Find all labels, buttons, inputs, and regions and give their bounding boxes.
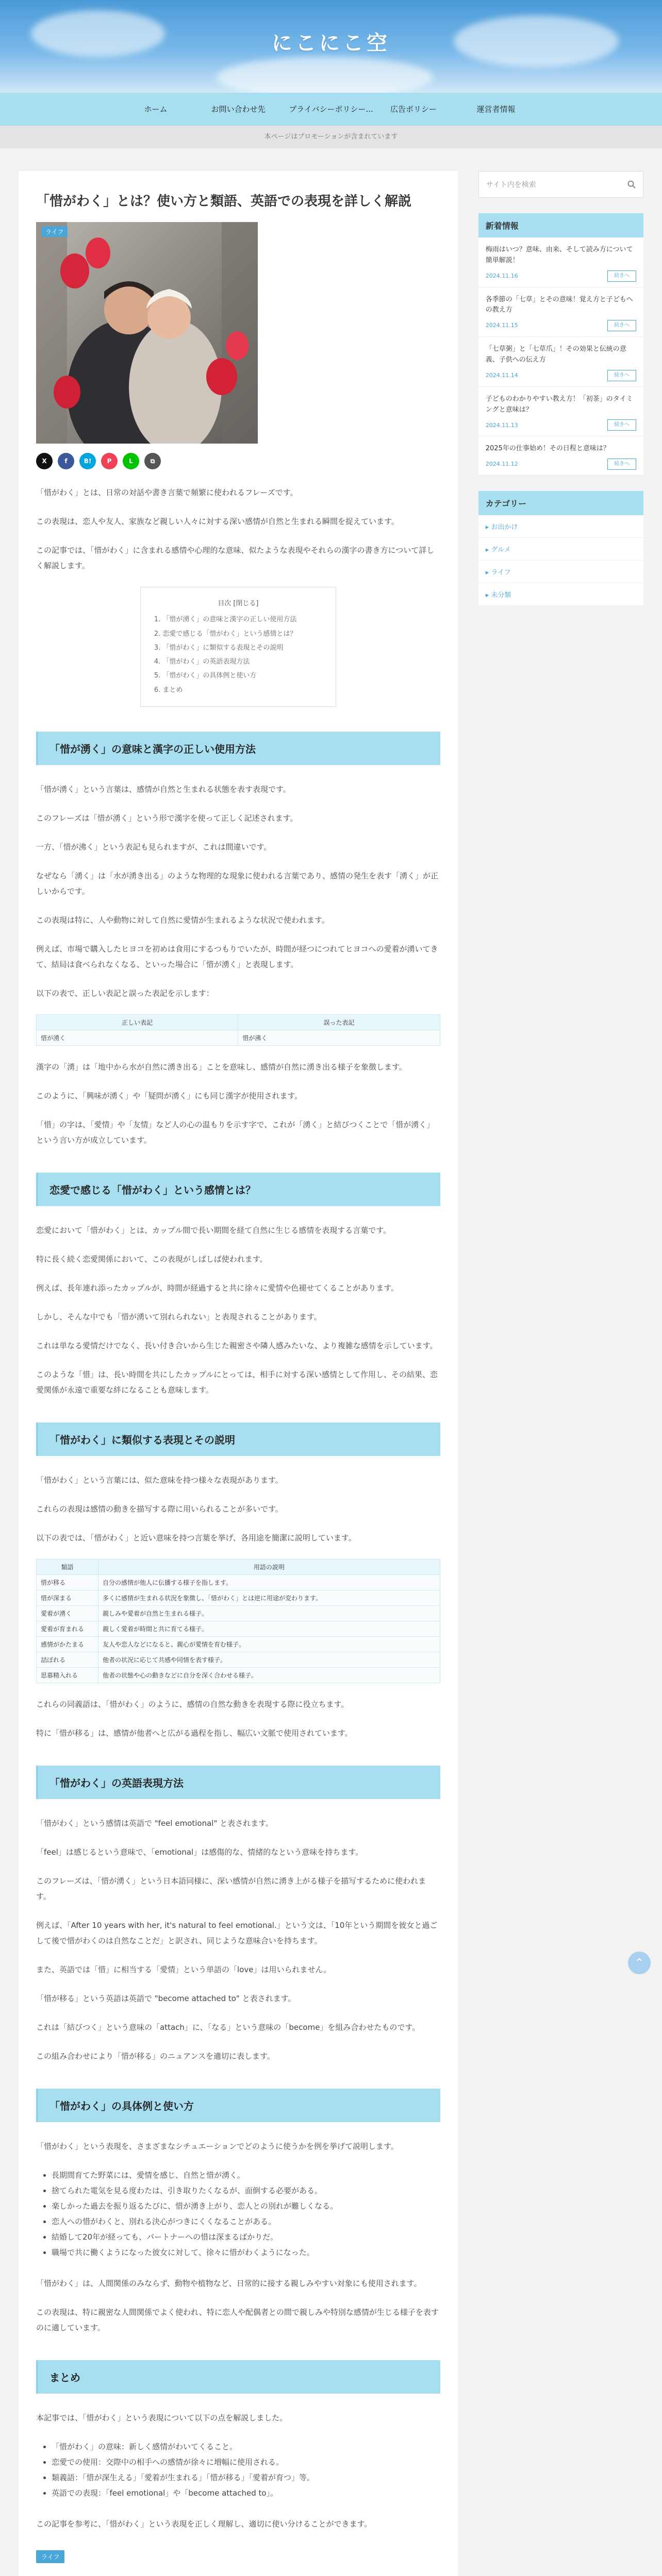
post-date: 2024.11.14 <box>485 371 518 379</box>
category-label[interactable]: グルメ <box>491 546 511 554</box>
paragraph: これは単なる愛情だけでなく、長い付き合いから生じた親密さや隣人感みたいな、より複雑な感情を示しています。 <box>36 1341 438 1351</box>
list-item: • 恋愛での使用：交際中の相手への感情が徐々に増幅に使用される。 <box>52 2454 440 2470</box>
recent-post[interactable] <box>478 436 643 476</box>
nav-contact[interactable]: お問い合わせ先 <box>211 105 266 114</box>
read-more-button[interactable]: 続きへ <box>607 270 636 282</box>
eyecatch-image <box>36 222 258 444</box>
table-cell: 愛着が育まれる <box>37 1621 98 1637</box>
paragraph: 例えば、市場で購入したヒヨコを初めは食用にするつもりでいたが、時間が経つにつれてヒヨコへの愛着が湧いてきて、結局は食べられなくなる、といった場合に「惜が湧く」と表現します。 <box>36 944 438 970</box>
paragraph: これらの同義語は、「惜がわく」のように、感情の自然な動きを表現する際に役立ちます。 <box>36 1700 349 1709</box>
table-cell: 多くに感情が生まれる状況を象徴し、「惜がわく」とは逆に用途が変わります。 <box>98 1590 440 1606</box>
list-item: • 恋人への惜がわくと、別れる決心がつきにくくなることがある。 <box>52 2214 440 2229</box>
paragraph: このような「惜」は、長い時間を共にしたカップルにとっては、相手に対する深い感情として作用し、その結果、恋愛関係が永遠で重要な絆になることも意味します。 <box>36 1370 438 1395</box>
list-item: • 職場で共に働くようになった彼女に対して、徐々に惜がわくようになった。 <box>52 2245 440 2260</box>
table-cell: 愛着が湧く <box>37 1606 98 1621</box>
table-cell: 思慕精入れる <box>37 1668 98 1683</box>
section-heading: まとめ <box>36 2360 440 2394</box>
paragraph: 例えば、長年連れ添ったカップルが、時間が経過すると共に徐々に愛情や色褪せてくることがあります。 <box>36 1283 399 1293</box>
list-item: • 類義語：「惜が深生える」「愛着が生まれる」「惜が移る」「愛着が育つ」等。 <box>52 2470 440 2485</box>
category-widget <box>478 491 643 606</box>
table-cell: 詰ぼれる <box>37 1652 98 1668</box>
paragraph: なぜなら「湧く」は「水が湧き出る」のような物理的な現象に使われる言葉であり、感情の発生を表す「湧く」が正しいからです。 <box>36 871 439 896</box>
paragraph: このフレーズは、「惜が湧く」という日本語同様に、深い感情が自然に湧き上がる様子を描写するために使われます。 <box>36 1876 426 1902</box>
post-date: 2024.11.15 <box>485 322 518 329</box>
toc-item[interactable]: 4. 「惜がわく」の英語表現方法 <box>154 658 250 666</box>
paragraph: 「惜がわく」という表現を、さまざまなシチュエーションでどのように使うかを例を挙げて説明します。 <box>36 2142 399 2151</box>
promotion-notice: 本ページはプロモーションが含まれています <box>0 126 662 148</box>
table-cell: 親しく愛着が時間と共に育てる様子。 <box>98 1621 440 1637</box>
table-row <box>37 1621 440 1637</box>
category-tag[interactable]: ライフ <box>36 2550 64 2563</box>
toc-item[interactable]: 3. 「惜がわく」に類似する表現とその説明 <box>154 643 284 652</box>
read-more-button[interactable]: 続きへ <box>607 320 636 331</box>
post-title[interactable]: 子どものわかりやすい教え方！「初茶」のタイミングと意味は？ <box>485 395 633 414</box>
read-more-button[interactable]: 続きへ <box>607 459 636 470</box>
category-label[interactable]: ライフ <box>491 569 511 577</box>
toc-item[interactable]: 1. 「惜が湧く」の意味と漢字の正しい使用方法 <box>154 616 297 624</box>
paragraph: 以下の表では、「惜がわく」と近い意味を持つ言葉を挙げ、各用途を簡潔に説明しています。 <box>36 1533 356 1543</box>
table-cell: 惜が移る <box>37 1575 98 1590</box>
list-item: • 捨てられた電気を見る度わたは、引き取りたくなるが、面倒する必要がある。 <box>52 2183 440 2198</box>
search-icon[interactable] <box>627 180 636 189</box>
article <box>19 171 458 2576</box>
couple-photo <box>36 222 258 444</box>
table-cell: 惜が沸く <box>238 1030 440 1046</box>
table-row <box>37 1575 440 1590</box>
table-cell: 惜が深まる <box>37 1590 98 1606</box>
paragraph: このように、「興味が湧く」や「疑問が湧く」にも同じ漢字が使用されます。 <box>36 1091 303 1101</box>
nav-operator[interactable]: 運営者情報 <box>476 105 516 114</box>
paragraph: 恋愛において「惜がわく」とは、カップル間で長い期間を経て自然に生じる感情を表現する言葉です。 <box>36 1226 391 1235</box>
table-cell: 惜が湧く <box>37 1030 238 1046</box>
category-label[interactable]: お出かけ <box>491 523 518 532</box>
paragraph: 「惜」の字は、「愛情」や「友情」など人の心の温もりを示す字で、これが「湧く」と結びつくことで「惜が湧く」という言い方が成立しています。 <box>36 1120 435 1145</box>
list-item: • 結婚して20年が経っても、パートナーへの惜は深まるばかりだ。 <box>52 2229 440 2245</box>
table-row <box>37 1652 440 1668</box>
toc-item[interactable]: 2. 恋愛で感じる「惜がわく」という感情とは？ <box>154 630 297 638</box>
post-title[interactable]: 2025年の仕事始め！その日程と意味は？ <box>485 445 610 453</box>
paragraph: 「惜がわく」は、人間関係のみならず、動物や植物など、日常的に接する親しみやすい対象にも使用されます。 <box>36 2279 422 2289</box>
search-input[interactable]: サイト内を検索 <box>486 181 536 189</box>
category-item[interactable]: ▸ お出かけ <box>478 515 643 538</box>
paragraph: しかし、そんな中でも「惜が湧いて別れられない」と表現されることがあります。 <box>36 1312 322 1322</box>
summary-list <box>52 2439 440 2501</box>
paragraph: 「惜がわく」という言葉には、似た意味を持つ様々な表現があります。 <box>36 1476 283 1485</box>
facebook-share-icon[interactable]: f <box>58 453 74 469</box>
nav-home[interactable]: ホーム <box>144 105 168 114</box>
post-date: 2024.11.12 <box>485 461 518 468</box>
paragraph: 漢字の「湧」は「地中から水が自然に湧き出る」ことを意味し、感情が自然に湧き出る様子を象徴します。 <box>36 1062 407 1072</box>
paragraph: これは「結びつく」という意味の「attach」に、「なる」という意味の「become」を組み合わせたものです。 <box>36 2023 420 2032</box>
nav-privacy[interactable]: プライバシーポリシー... <box>289 105 373 114</box>
toc-item[interactable]: 5. 「惜がわく」の具体例と使い方 <box>154 672 257 680</box>
x-share-icon[interactable]: X <box>36 453 53 469</box>
recent-post[interactable] <box>478 337 643 387</box>
paragraph: 例えば、「After 10 years with her, it's natural to feel emotional.」という文は、「10年という期間を彼女と過ごして後で惜がわくのは自然なことだ」と訳され、同じような意味合いを持ちます。 <box>36 1921 438 1946</box>
post-title[interactable]: 梅雨はいつ？意味、由来、そして読み方について簡単解説！ <box>485 246 633 264</box>
sidebar <box>478 171 643 2576</box>
search-box[interactable] <box>478 171 643 198</box>
section-heading: 恋愛で感じる「惜がわく」という感情とは？ <box>36 1173 440 1206</box>
post-title[interactable]: 各季節の「七草」とその意味！覚え方と子どもへの教え方 <box>485 295 633 314</box>
table-cell: 親しみや愛着が自然と生まれる様子。 <box>98 1606 440 1621</box>
widget-title: カテゴリー <box>478 491 643 515</box>
category-label[interactable]: 未分類 <box>491 591 511 600</box>
table-cell: 友人や恋人などになると、親心が愛情を育む様子。 <box>98 1637 440 1652</box>
hatena-share-icon[interactable]: B! <box>79 453 96 469</box>
post-date: 2024.11.16 <box>485 272 518 279</box>
intro-paragraph: 「惜がわく」とは、日常の対話や書き言葉で頻繁に使われるフレーズです。 <box>36 488 298 497</box>
global-nav <box>0 93 662 126</box>
paragraph: 「惜が移る」という英語は英語で "become attached to" と表されます。 <box>36 1994 296 2004</box>
section-heading: 「惜がわく」の具体例と使い方 <box>36 2089 440 2122</box>
table-header: 用語の説明 <box>98 1560 440 1575</box>
paragraph: 「feel」は感じるという意味で、「emotional」は感傷的な、情緒的なという意味を持ちます。 <box>36 1848 363 1857</box>
paragraph: また、英語では「惜」に相当する「愛情」という単語の「love」は用いられません。 <box>36 1965 332 1975</box>
paragraph: この記事を参考に、「惜がわく」という表現を正しく理解し、適切に使い分けることができます。 <box>36 2519 372 2529</box>
copy-link-icon[interactable]: ⧉ <box>144 453 161 469</box>
paragraph: 特に長く続く恋愛関係において、この表現がしばしば使われます。 <box>36 1255 268 1264</box>
intro-paragraph: この記事では、「惜がわく」に含まれる感情や心理的な意味、似たような表現やそれらの漢字の書き方について詳しく解説します。 <box>36 546 435 570</box>
article-title: 「惜がわく」とは？使い方と類語、英語での表現を詳しく解説 <box>36 194 412 209</box>
section-heading: 「惜がわく」の英語表現方法 <box>36 1766 440 1799</box>
chevron-up-icon: ⌃ <box>634 1956 644 1970</box>
table-row <box>37 1590 440 1606</box>
scroll-to-top-button[interactable] <box>628 1952 651 1974</box>
list-item: • 「惜がわく」の意味：新しく感情がわいてくること。 <box>52 2439 440 2454</box>
paragraph: この表現は、特に親密な人間関係でよく使われ、特に恋人や配偶者との間で親しみや特別な感情が生じる様子を表すのに適しています。 <box>36 2308 439 2333</box>
example-list <box>52 2167 440 2260</box>
table-cell: 自分の感情が他人に伝播する様子を指します。 <box>98 1575 440 1590</box>
pocket-share-icon[interactable]: P <box>101 453 118 469</box>
table-header: 正しい表記 <box>37 1015 238 1030</box>
section-heading: 「惜が湧く」の意味と漢字の正しい使用方法 <box>36 732 440 765</box>
paragraph: 特に「惜が移る」は、感情が他者へと広がる過程を指し、幅広い文脈で使用されています。 <box>36 1728 353 1738</box>
recent-post[interactable] <box>478 387 643 437</box>
table-cell: 他者の状況に応じて共感や同情を表す様子。 <box>98 1652 440 1668</box>
cloud-decoration <box>217 57 433 93</box>
toc-item[interactable]: 6. まとめ <box>154 686 183 694</box>
line-share-icon[interactable]: L <box>123 453 139 469</box>
recent-posts-widget <box>478 213 643 476</box>
post-date: 2024.11.13 <box>485 421 518 429</box>
table-row <box>37 1606 440 1621</box>
post-title[interactable]: 「七草粥」と「七草爪」！その効果と伝統の意義、子供への伝え方 <box>485 345 626 364</box>
list-item: • 英語での表現：「feel emotional」や「become attached to」。 <box>52 2485 440 2501</box>
intro-paragraph: この表現は、恋人や友人、家族など親しい人々に対する深い感情が自然と生まれる瞬間を捉えています。 <box>36 517 399 526</box>
section-heading: 「惜がわく」に類似する表現とその説明 <box>36 1422 440 1456</box>
table-header: 類語 <box>37 1560 98 1575</box>
paragraph: この表現は特に、人や動物に対して自然に愛情が生まれるような状況で使われます。 <box>36 916 329 925</box>
table-cell: 他者の状態や心の動きなどに自分を深く合わせる様子。 <box>98 1668 440 1683</box>
read-more-button[interactable]: 続きへ <box>607 419 636 431</box>
paragraph: 「惜が湧く」という言葉は、感情が自然と生まれる状態を表す表現です。 <box>36 785 291 794</box>
category-item[interactable]: ▸ グルメ <box>478 538 643 561</box>
table-cell: 感情がかたまる <box>37 1637 98 1652</box>
category-item[interactable]: ▸ ライフ <box>478 561 643 583</box>
recent-post[interactable] <box>478 238 643 287</box>
paragraph: このフレーズは「惜が湧く」という形で漢字を使って正しく記述されます。 <box>36 814 298 823</box>
nav-ads-policy[interactable]: 広告ポリシー <box>390 105 437 114</box>
paragraph: 本記事では、「惜がわく」という表現について以下の点を解説しました。 <box>36 2413 288 2423</box>
paragraph: 以下の表で、正しい表記と誤った表記を示します： <box>36 989 214 998</box>
recent-post[interactable] <box>478 287 643 337</box>
list-item: • 長期間育てた野菜には、愛情を感じ、自然と惜が湧く。 <box>52 2167 440 2183</box>
table-row <box>37 1668 440 1683</box>
table-row <box>37 1030 440 1046</box>
table-header: 誤った表記 <box>238 1015 440 1030</box>
table-row <box>37 1637 440 1652</box>
paragraph: 一方、「惜が沸く」という表記も見られますが、これは間違いです。 <box>36 842 272 852</box>
widget-title: 新着情報 <box>478 213 643 238</box>
list-item: • 楽しかった過去を振り返るたびに、惜が湧き上がり、恋人との別れが難しくなる。 <box>52 2198 440 2214</box>
paragraph: この組み合わせにより「惜が移る」のニュアンスを適切に表します。 <box>36 2052 275 2061</box>
notation-table <box>36 1014 440 1046</box>
category-item[interactable]: ▸ 未分類 <box>478 583 643 606</box>
read-more-button[interactable]: 続きへ <box>607 370 636 381</box>
site-header <box>0 0 662 93</box>
share-buttons-top <box>36 453 440 469</box>
site-title[interactable]: にこにこ空 <box>272 31 390 55</box>
category-badge[interactable]: ライフ <box>41 226 68 237</box>
table-of-contents <box>140 587 336 707</box>
synonym-table <box>36 1559 440 1683</box>
paragraph: 「惜がわく」という感情は英語で "feel emotional" と表されます。 <box>36 1819 273 1828</box>
toc-title[interactable]: 目次 [閉じる] <box>218 600 259 607</box>
paragraph: これらの表現は感情の動きを描写する際に用いられることが多いです。 <box>36 1504 283 1514</box>
